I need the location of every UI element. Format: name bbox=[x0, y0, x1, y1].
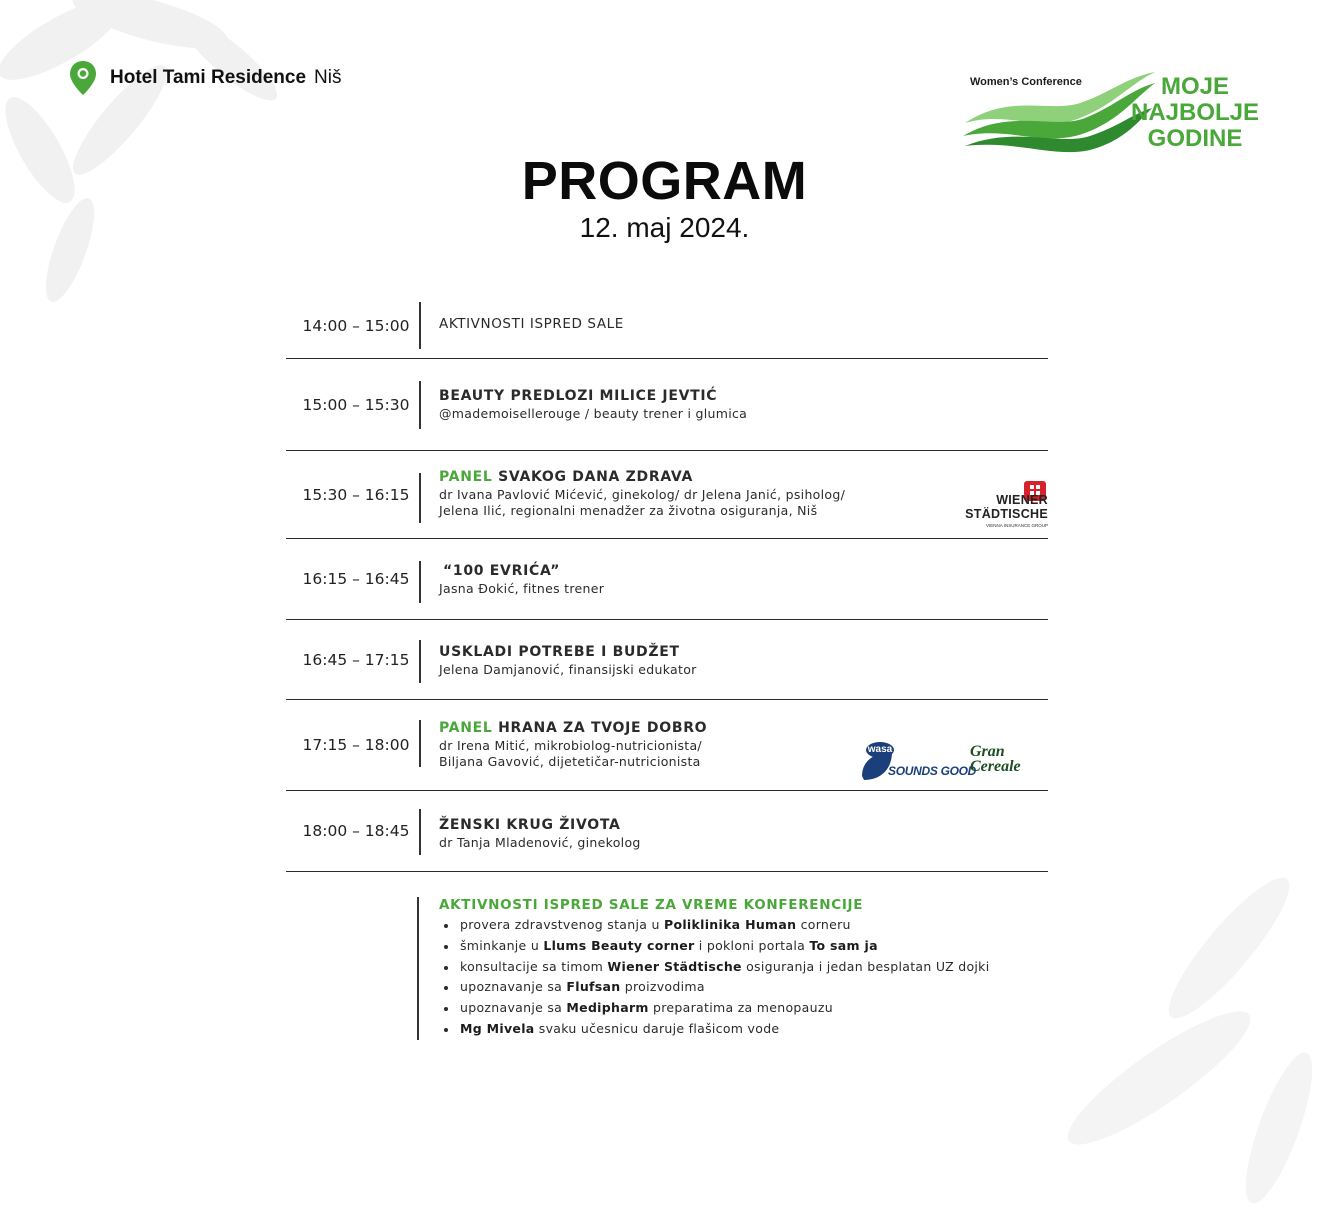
food-sponsor-logos bbox=[858, 742, 1040, 792]
schedule-row bbox=[286, 294, 1048, 359]
row-divider bbox=[419, 640, 421, 683]
panel-label: PANEL bbox=[439, 469, 493, 485]
schedule-speaker: Jasna Đokić, fitnes trener bbox=[439, 581, 605, 596]
schedule-content bbox=[439, 815, 641, 851]
wasa-wordmark: wasa bbox=[866, 742, 894, 758]
activities-divider bbox=[417, 897, 419, 1040]
activity-item: šminkanje u Llums Beauty corner i pokloni portala To sam ja bbox=[439, 936, 990, 957]
schedule-time: 15:00 – 15:30 bbox=[302, 395, 410, 414]
schedule-row bbox=[286, 359, 1048, 451]
schedule-content bbox=[439, 386, 747, 422]
logo-tagline: Women’s Conference bbox=[970, 76, 1082, 88]
schedule-row bbox=[286, 791, 1048, 872]
wiener-group-text: VIENNA INSURANCE GROUP bbox=[985, 523, 1048, 528]
activities-title: AKTIVNOSTI ISPRED SALE ZA VREME KONFERENCIJE bbox=[439, 897, 864, 913]
schedule-content bbox=[439, 316, 624, 332]
schedule-table bbox=[286, 294, 1048, 872]
venue-location bbox=[68, 60, 342, 96]
wiener-wordmark-line: WIENER bbox=[996, 493, 1048, 507]
schedule-title: ŽENSKI KRUG ŽIVOTA bbox=[439, 817, 621, 833]
schedule-row bbox=[286, 451, 1048, 539]
row-divider bbox=[419, 561, 421, 603]
row-divider bbox=[419, 809, 421, 855]
wiener-wordmark bbox=[965, 493, 1048, 521]
schedule-content bbox=[439, 467, 845, 519]
logo-title-line: MOJE bbox=[1160, 73, 1229, 100]
event-date: 12. maj 2024. bbox=[579, 212, 750, 243]
activity-item: konsultacije sa timom Wiener Städtische osiguranja i jedan besplatan UZ dojki bbox=[439, 957, 990, 978]
activity-item: Mg Mivela svaku učesnicu daruje flašicom vode bbox=[439, 1019, 990, 1040]
gran-cereale-logo bbox=[970, 744, 1021, 774]
schedule-content bbox=[439, 561, 604, 597]
activity-item: provera zdravstvenog stanja u Poliklinika Human corneru bbox=[439, 915, 990, 936]
venue-city: Niš bbox=[314, 67, 342, 88]
row-divider bbox=[419, 720, 421, 767]
wasa-slogan: SOUNDS GOOD bbox=[888, 764, 977, 778]
wiener-staedtische-logo bbox=[965, 481, 1048, 531]
schedule-title: “100 EVRIĆA” bbox=[443, 563, 561, 579]
schedule-time: 15:30 – 16:15 bbox=[302, 485, 410, 504]
schedule-speaker: Jelena Damjanović, finansijski edukator bbox=[439, 662, 697, 677]
schedule-content bbox=[439, 642, 697, 678]
venue-name: Hotel Tami Residence bbox=[110, 67, 307, 88]
schedule-title: USKLADI POTREBE I BUDŽET bbox=[439, 644, 680, 660]
logo-title-line: NAJBOLJE bbox=[1130, 99, 1260, 126]
activities-list bbox=[439, 915, 990, 1040]
schedule-title-text: HRANA ZA TVOJE DOBRO bbox=[498, 720, 708, 736]
location-pin-icon bbox=[68, 60, 98, 96]
logo-title bbox=[1120, 74, 1270, 152]
row-divider bbox=[419, 473, 421, 523]
page-title: PROGRAM bbox=[521, 151, 808, 211]
activity-item: upoznavanje sa Medipharm preparatima za menopauzu bbox=[439, 998, 990, 1019]
activity-item: upoznavanje sa Flufsan proizvodima bbox=[439, 977, 990, 998]
schedule-row bbox=[286, 620, 1048, 700]
schedule-speaker: dr Irena Mitić, mikrobiolog-nutricionista/ bbox=[439, 738, 702, 753]
gran-cereale-wordmark-line: Cereale bbox=[970, 758, 1021, 775]
schedule-row bbox=[286, 700, 1048, 791]
row-divider bbox=[419, 381, 421, 429]
schedule-speaker: dr Ivana Pavlović Mićević, ginekolog/ dr Jelena Janić, psiholog/ bbox=[439, 487, 846, 502]
side-activities bbox=[417, 897, 1037, 1040]
schedule-content bbox=[439, 718, 707, 770]
schedule-time: 16:45 – 17:15 bbox=[302, 650, 410, 669]
schedule-time: 14:00 – 15:00 bbox=[302, 317, 410, 335]
schedule-title bbox=[439, 467, 845, 487]
schedule-title: BEAUTY PREDLOZI MILICE JEVTIĆ bbox=[439, 388, 718, 404]
logo-title-line: GODINE bbox=[1147, 125, 1243, 152]
schedule-title bbox=[439, 718, 707, 738]
schedule-title-text: SVAKOG DANA ZDRAVA bbox=[498, 469, 694, 485]
panel-label: PANEL bbox=[439, 720, 493, 736]
schedule-speaker: Biljana Gavović, dijetetičar-nutricionista bbox=[439, 754, 701, 769]
schedule-speaker: dr Tanja Mladenović, ginekolog bbox=[439, 835, 641, 850]
schedule-time: 18:00 – 18:45 bbox=[302, 822, 410, 840]
schedule-row bbox=[286, 539, 1048, 620]
wasa-logo bbox=[858, 742, 977, 786]
wiener-wordmark-line: STÄDTISCHE bbox=[965, 507, 1048, 521]
schedule-time: 16:15 – 16:45 bbox=[302, 570, 410, 588]
schedule-title: AKTIVNOSTI ISPRED SALE bbox=[439, 316, 624, 332]
schedule-speaker: @mademoisellerouge / beauty trener i glumica bbox=[439, 406, 748, 421]
schedule-speaker: Jelena Ilić, regionalni menadžer za životna osiguranja, Niš bbox=[439, 503, 818, 518]
gran-cereale-wordmark-line: Gran bbox=[970, 743, 1005, 760]
conference-logo bbox=[960, 66, 1270, 158]
schedule-time: 17:15 – 18:00 bbox=[302, 736, 410, 754]
row-divider bbox=[419, 302, 421, 349]
